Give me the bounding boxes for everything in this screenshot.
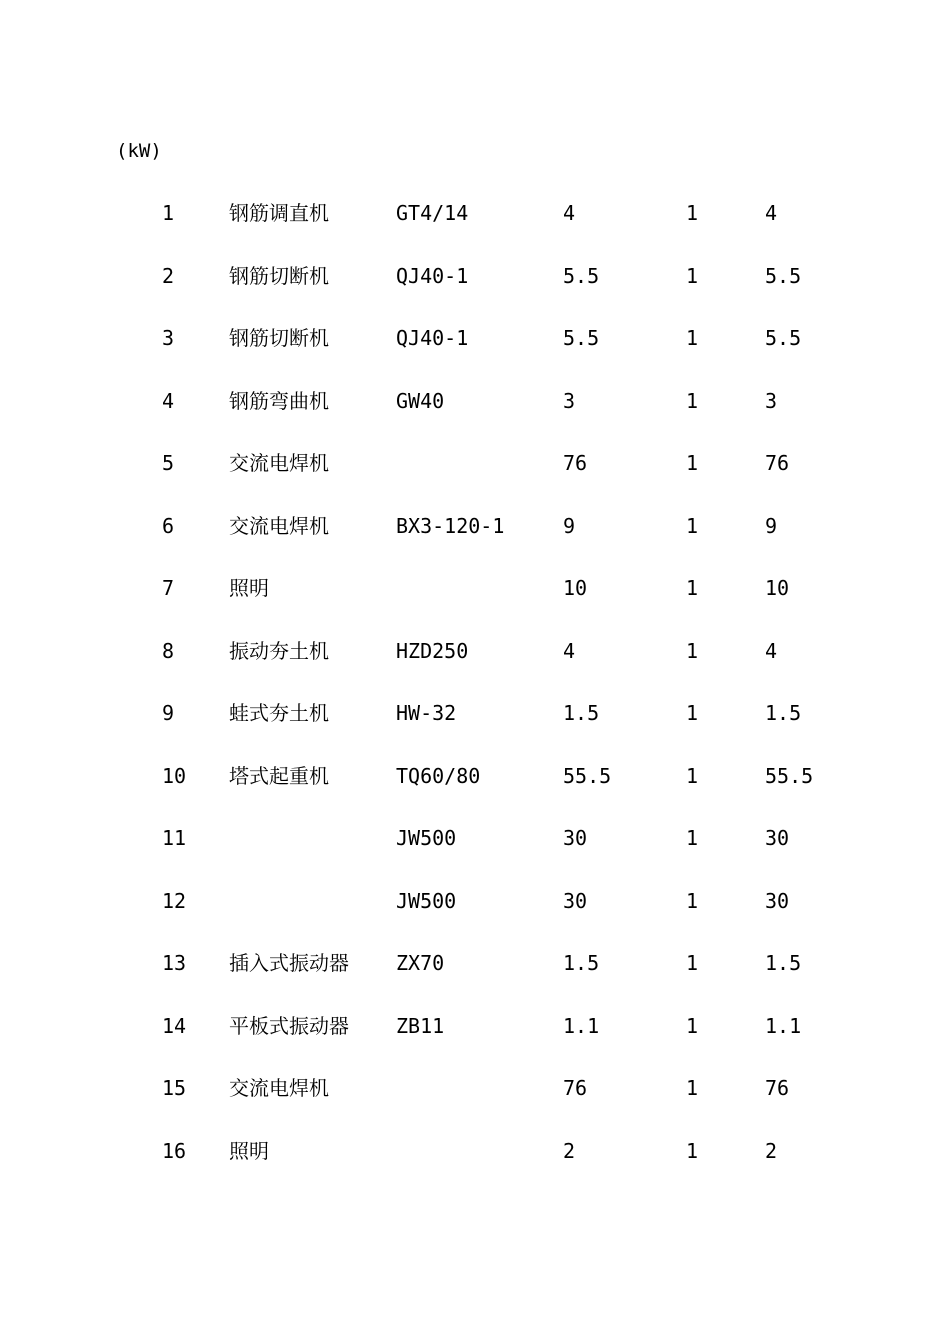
row-number: 16 bbox=[162, 1138, 187, 1163]
row-number: 5 bbox=[162, 451, 175, 475]
rated-power: 4 bbox=[563, 638, 576, 663]
equipment-model: JW500 bbox=[396, 888, 457, 913]
equipment-model: HZD250 bbox=[396, 638, 469, 663]
table-row bbox=[0, 638, 950, 701]
table-row bbox=[0, 763, 950, 826]
row-number: 12 bbox=[162, 888, 187, 913]
row-number: 2 bbox=[162, 263, 175, 288]
row-number: 8 bbox=[162, 638, 175, 663]
equipment-model: TQ60/80 bbox=[396, 763, 481, 788]
quantity: 1 bbox=[686, 451, 699, 475]
rated-power: 55.5 bbox=[563, 763, 612, 788]
rated-power: 3 bbox=[563, 388, 576, 413]
equipment-name: 插入式振动器 bbox=[229, 951, 349, 975]
rated-power: 5.5 bbox=[563, 326, 600, 350]
quantity: 1 bbox=[686, 201, 699, 225]
equipment-model: QJ40-1 bbox=[396, 263, 469, 288]
quantity: 1 bbox=[686, 638, 699, 663]
equipment-name: 交流电焊机 bbox=[229, 451, 329, 475]
equipment-model: BX3-120-1 bbox=[396, 513, 505, 538]
row-number: 4 bbox=[162, 388, 175, 413]
equipment-model: GT4/14 bbox=[396, 201, 469, 225]
table-row bbox=[0, 450, 950, 513]
quantity: 1 bbox=[686, 701, 699, 725]
total-power: 10 bbox=[765, 576, 790, 600]
total-power: 2 bbox=[765, 1138, 778, 1163]
rated-power: 1.1 bbox=[563, 1013, 600, 1038]
total-power: 76 bbox=[765, 1076, 790, 1100]
rated-power: 30 bbox=[563, 888, 588, 913]
table-row bbox=[0, 1138, 950, 1201]
total-power: 30 bbox=[765, 888, 790, 913]
table-row bbox=[0, 700, 950, 763]
quantity: 1 bbox=[686, 1013, 699, 1038]
row-number: 3 bbox=[162, 326, 175, 350]
equipment-name: 塔式起重机 bbox=[229, 763, 329, 788]
equipment-name: 蛙式夯土机 bbox=[229, 701, 329, 725]
row-number: 15 bbox=[162, 1076, 187, 1100]
quantity: 1 bbox=[686, 1138, 699, 1163]
row-number: 9 bbox=[162, 701, 175, 725]
total-power: 1.5 bbox=[765, 701, 802, 725]
total-power: 1.1 bbox=[765, 1013, 802, 1038]
table-row bbox=[0, 388, 950, 451]
total-power: 5.5 bbox=[765, 326, 802, 350]
row-number: 14 bbox=[162, 1013, 187, 1038]
total-power: 30 bbox=[765, 826, 790, 850]
rated-power: 10 bbox=[563, 576, 588, 600]
quantity: 1 bbox=[686, 513, 699, 538]
rated-power: 1.5 bbox=[563, 951, 600, 975]
table-row bbox=[0, 575, 950, 638]
equipment-name: 钢筋切断机 bbox=[229, 326, 329, 350]
table-row bbox=[0, 200, 950, 263]
rated-power: 76 bbox=[563, 451, 588, 475]
quantity: 1 bbox=[686, 388, 699, 413]
total-power: 4 bbox=[765, 201, 778, 225]
total-power: 4 bbox=[765, 638, 778, 663]
equipment-model: HW-32 bbox=[396, 701, 457, 725]
row-number: 10 bbox=[162, 763, 187, 788]
table-row bbox=[0, 325, 950, 388]
unit-label: (kW) bbox=[116, 140, 162, 162]
table-row bbox=[0, 825, 950, 888]
quantity: 1 bbox=[686, 263, 699, 288]
rated-power: 30 bbox=[563, 826, 588, 850]
row-number: 6 bbox=[162, 513, 175, 538]
quantity: 1 bbox=[686, 951, 699, 975]
table-row bbox=[0, 888, 950, 951]
equipment-name: 钢筋切断机 bbox=[229, 263, 329, 288]
quantity: 1 bbox=[686, 826, 699, 850]
rated-power: 1.5 bbox=[563, 701, 600, 725]
total-power: 3 bbox=[765, 388, 778, 413]
equipment-model: QJ40-1 bbox=[396, 326, 469, 350]
table-row bbox=[0, 513, 950, 576]
rated-power: 9 bbox=[563, 513, 576, 538]
equipment-name: 照明 bbox=[229, 576, 269, 600]
row-number: 13 bbox=[162, 951, 187, 975]
equipment-model: ZX70 bbox=[396, 951, 445, 975]
rated-power: 76 bbox=[563, 1076, 588, 1100]
total-power: 55.5 bbox=[765, 763, 814, 788]
equipment-name: 钢筋调直机 bbox=[229, 201, 329, 225]
equipment-table bbox=[0, 200, 950, 1200]
equipment-name: 钢筋弯曲机 bbox=[229, 388, 329, 413]
table-row bbox=[0, 263, 950, 326]
rated-power: 2 bbox=[563, 1138, 576, 1163]
equipment-model: JW500 bbox=[396, 826, 457, 850]
total-power: 76 bbox=[765, 451, 790, 475]
quantity: 1 bbox=[686, 576, 699, 600]
equipment-model: ZB11 bbox=[396, 1013, 445, 1038]
quantity: 1 bbox=[686, 326, 699, 350]
total-power: 1.5 bbox=[765, 951, 802, 975]
quantity: 1 bbox=[686, 763, 699, 788]
rated-power: 5.5 bbox=[563, 263, 600, 288]
equipment-name: 照明 bbox=[229, 1138, 269, 1163]
total-power: 9 bbox=[765, 513, 778, 538]
row-number: 11 bbox=[162, 826, 187, 850]
rated-power: 4 bbox=[563, 201, 576, 225]
row-number: 7 bbox=[162, 576, 175, 600]
total-power: 5.5 bbox=[765, 263, 802, 288]
quantity: 1 bbox=[686, 888, 699, 913]
quantity: 1 bbox=[686, 1076, 699, 1100]
equipment-name: 振动夯土机 bbox=[229, 638, 329, 663]
table-row bbox=[0, 950, 950, 1013]
equipment-model: GW40 bbox=[396, 388, 445, 413]
table-row bbox=[0, 1075, 950, 1138]
equipment-name: 平板式振动器 bbox=[229, 1013, 349, 1038]
row-number: 1 bbox=[162, 201, 175, 225]
table-row bbox=[0, 1013, 950, 1076]
equipment-name: 交流电焊机 bbox=[229, 1076, 329, 1100]
equipment-name: 交流电焊机 bbox=[229, 513, 329, 538]
